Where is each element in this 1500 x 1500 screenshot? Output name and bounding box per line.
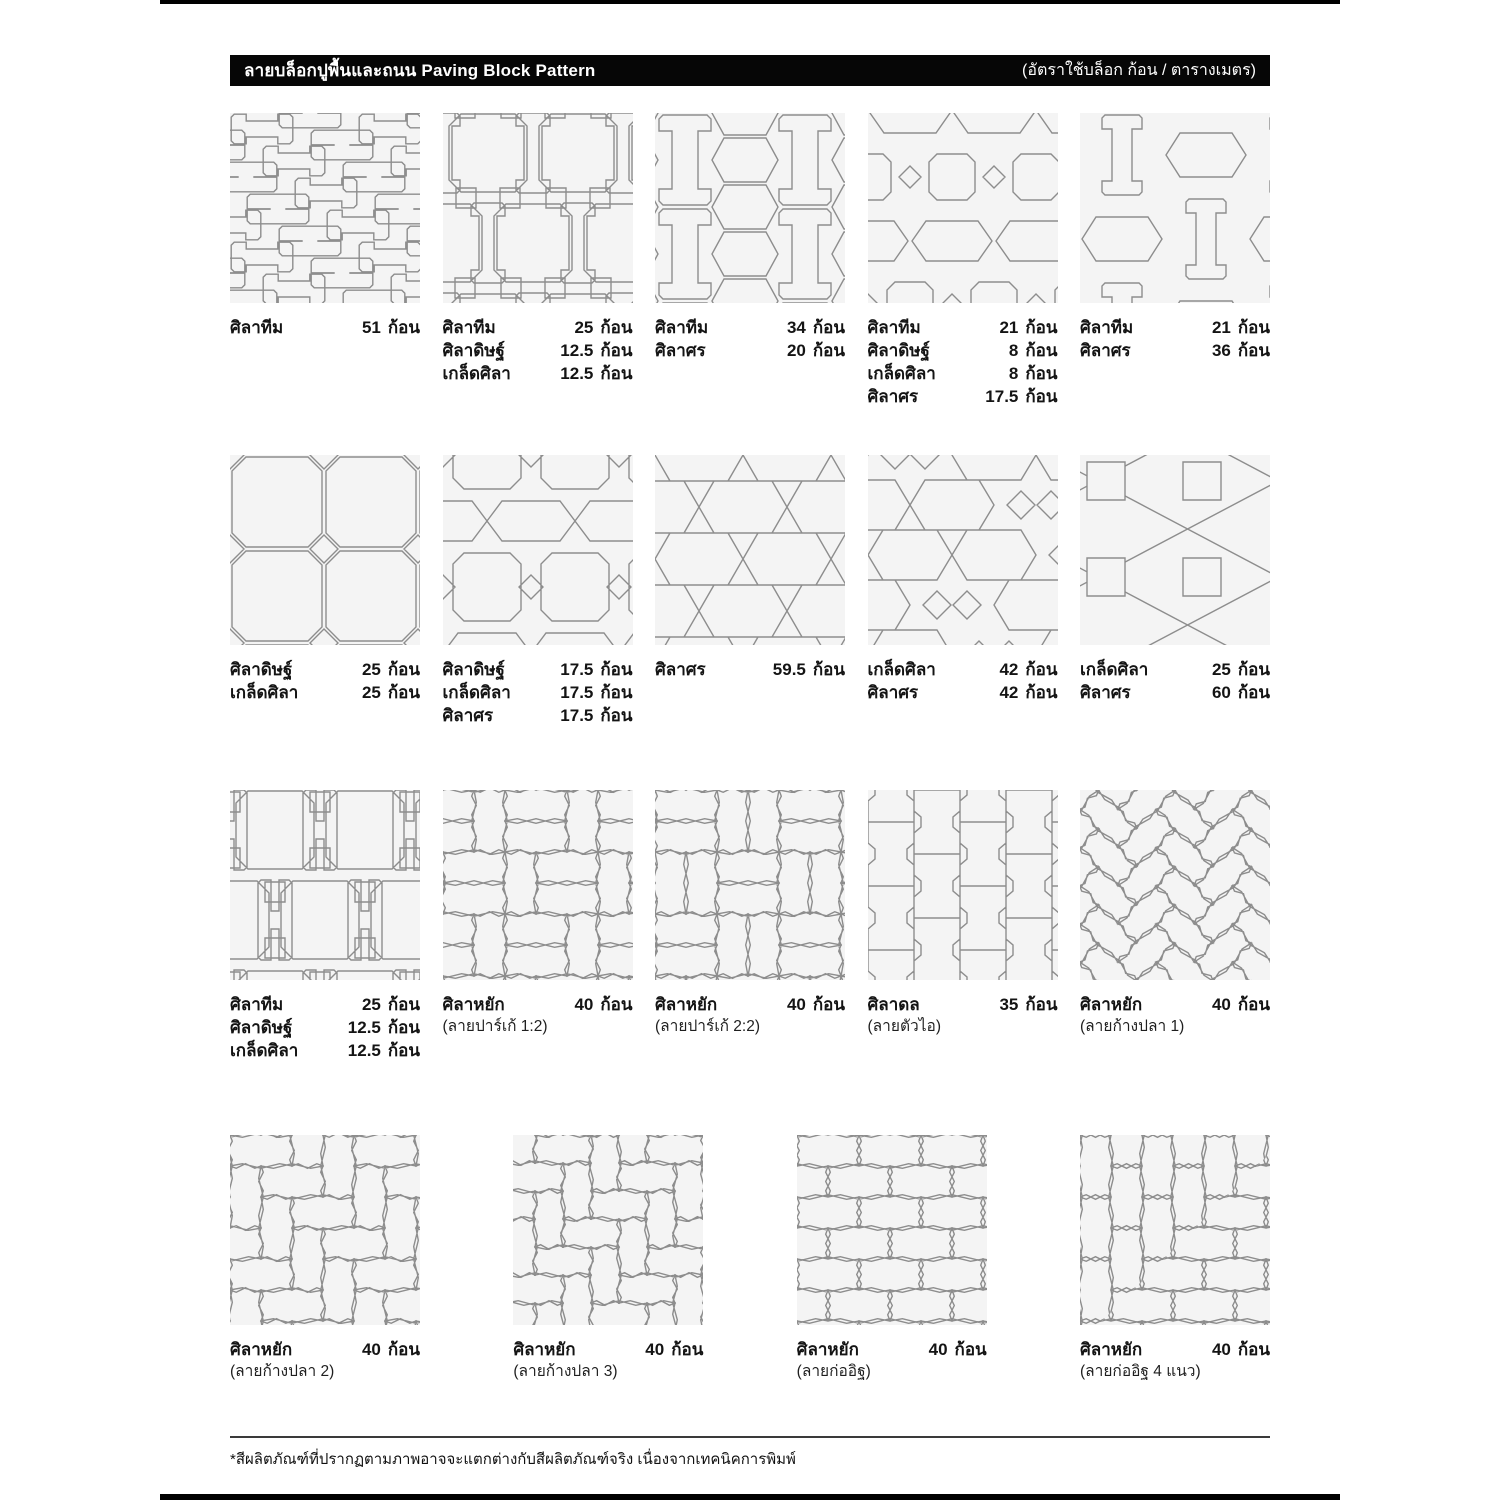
block-name: ศิลาหยัก — [655, 995, 718, 1014]
quantity-unit: ก้อน — [387, 318, 420, 337]
block-quantity — [985, 385, 1057, 408]
block-quantity — [645, 1338, 703, 1361]
block-name: ศิลาหยัก — [796, 1340, 859, 1359]
pattern-usage-line — [868, 993, 1058, 1016]
quantity-value: 25 — [1211, 660, 1231, 679]
quantity-value: 40 — [1211, 1340, 1231, 1359]
quantity-unit: ก้อน — [1237, 318, 1270, 337]
block-name: ศิลาศร — [867, 387, 919, 406]
block-name: ศิลาหยัก — [230, 1340, 293, 1359]
block-name: เกล็ดศิลา — [442, 683, 511, 702]
quantity-unit: ก้อน — [600, 318, 633, 337]
block-name: ศิลาศร — [655, 341, 706, 360]
pattern-note: (ลายก้างปลา 2) — [230, 1363, 335, 1380]
pattern-swatch-i-herringbone — [230, 113, 420, 303]
block-quantity — [1212, 1338, 1270, 1361]
quantity-unit: ก้อน — [387, 1018, 420, 1037]
pattern-card — [513, 1135, 703, 1383]
block-name: ศิลาศร — [867, 683, 919, 702]
block-quantity — [787, 316, 845, 339]
block-quantity — [574, 316, 632, 339]
pattern-usage-line — [1080, 658, 1270, 681]
quantity-value: 36 — [1211, 341, 1231, 360]
quantity-unit: ก้อน — [387, 1340, 420, 1359]
quantity-unit: ก้อน — [954, 1340, 987, 1359]
block-name: ศิลาหยัก — [513, 1340, 576, 1359]
block-name: เกล็ดศิลา — [230, 683, 299, 702]
pattern-usage-line — [868, 316, 1058, 339]
pattern-row-2 — [230, 455, 1270, 727]
block-quantity — [1212, 339, 1270, 362]
pattern-card — [230, 113, 420, 408]
pattern-usage-line — [655, 316, 845, 339]
pattern-row-1 — [230, 113, 1270, 408]
pattern-usage-line — [443, 681, 633, 704]
pattern-usage-line — [443, 339, 633, 362]
quantity-unit: ก้อน — [812, 995, 845, 1014]
quantity-value: 12.5 — [347, 1018, 381, 1037]
quantity-unit: ก้อน — [1025, 995, 1058, 1014]
pattern-usage-line — [443, 704, 633, 727]
pattern-usage-line — [868, 339, 1058, 362]
block-quantity — [348, 1039, 420, 1062]
quantity-unit: ก้อน — [1025, 683, 1058, 702]
quantity-unit: ก้อน — [600, 706, 633, 725]
pattern-labels — [655, 316, 845, 362]
quantity-unit: ก้อน — [387, 1041, 420, 1060]
pattern-usage-line — [230, 993, 420, 1016]
quantity-value: 59.5 — [772, 660, 806, 679]
pattern-swatch-wavy-running — [797, 1135, 987, 1325]
pattern-labels — [230, 658, 420, 704]
block-name: ศิลาศร — [1080, 341, 1131, 360]
block-name: ศิลาทีม — [867, 318, 921, 337]
block-quantity — [574, 993, 632, 1016]
pattern-swatch-hex-diamond — [868, 455, 1058, 645]
quantity-unit: ก้อน — [812, 318, 845, 337]
pattern-usage-line — [655, 339, 845, 362]
block-quantity — [560, 339, 632, 362]
quantity-value: 40 — [786, 995, 806, 1014]
pattern-labels — [230, 993, 420, 1062]
quantity-value: 35 — [999, 995, 1019, 1014]
block-name: ศิลาศร — [1080, 683, 1131, 702]
pattern-usage-line — [230, 1039, 420, 1062]
pattern-labels — [797, 1338, 987, 1383]
block-name: ศิลาดิษฐ์ — [442, 341, 505, 360]
pattern-card — [1080, 455, 1270, 727]
block-quantity — [362, 316, 420, 339]
section-header-bar — [230, 55, 1270, 86]
block-quantity — [348, 1016, 420, 1039]
pattern-usage-line — [1080, 1338, 1270, 1361]
quantity-unit: ก้อน — [600, 364, 633, 383]
quantity-value: 60 — [1211, 683, 1231, 702]
block-name: ศิลาทีม — [230, 318, 284, 337]
block-quantity — [560, 658, 632, 681]
pattern-labels — [1080, 1338, 1270, 1383]
block-name: ศิลาทีม — [442, 318, 496, 337]
quantity-value: 42 — [999, 683, 1019, 702]
pattern-usage-line — [230, 681, 420, 704]
pattern-row-4 — [230, 1135, 1270, 1383]
block-name: ศิลาทีม — [230, 995, 284, 1014]
block-quantity — [999, 658, 1057, 681]
quantity-value: 40 — [574, 995, 594, 1014]
pattern-swatch-oct-hex-rows — [443, 455, 633, 645]
pattern-swatch-octagon-square — [230, 455, 420, 645]
pattern-swatch-i-columns — [868, 790, 1058, 980]
quantity-value: 34 — [786, 318, 806, 337]
quantity-unit: ก้อน — [1025, 364, 1058, 383]
pattern-labels — [868, 316, 1058, 408]
pattern-swatch-i-col-hex — [655, 113, 845, 303]
block-quantity — [1009, 339, 1058, 362]
pattern-usage-line — [868, 362, 1058, 385]
quantity-value: 21 — [999, 318, 1019, 337]
block-quantity — [999, 993, 1057, 1016]
block-quantity — [999, 316, 1057, 339]
pattern-usage-line — [230, 1338, 420, 1361]
block-name: ศิลาหยัก — [1080, 995, 1143, 1014]
quantity-unit: ก้อน — [1237, 341, 1270, 360]
page-edge-top — [160, 0, 1340, 4]
block-name: ศิลาหยัก — [442, 995, 505, 1014]
quantity-unit: ก้อน — [1025, 341, 1058, 360]
quantity-value: 21 — [1211, 318, 1231, 337]
quantity-unit: ก้อน — [387, 660, 420, 679]
page-edge-bottom — [160, 1494, 1340, 1500]
pattern-usage-line — [797, 1338, 987, 1361]
pattern-usage-line — [513, 1338, 703, 1361]
pattern-swatch-wavy-running-4 — [1080, 1135, 1270, 1325]
quantity-value: 20 — [786, 341, 806, 360]
block-name: ศิลาทีม — [655, 318, 709, 337]
pattern-card — [655, 455, 845, 727]
pattern-usage-line — [1080, 316, 1270, 339]
pattern-usage-line — [230, 316, 420, 339]
block-quantity — [1212, 658, 1270, 681]
pattern-swatch-square-diagonal — [1080, 455, 1270, 645]
quantity-value: 8 — [1008, 341, 1019, 360]
block-name: ศิลาศร — [655, 660, 706, 679]
block-quantity — [362, 681, 420, 704]
quantity-value: 8 — [1008, 364, 1019, 383]
pattern-note: (ลายก่ออิฐ) — [796, 1363, 871, 1380]
pattern-swatch-oct-hex-mix — [868, 113, 1058, 303]
pattern-swatch-i-hex-checker — [1080, 113, 1270, 303]
quantity-unit: ก้อน — [812, 660, 845, 679]
block-name: เกล็ดศิลา — [867, 364, 936, 383]
block-name: เกล็ดศิลา — [230, 1041, 299, 1060]
pattern-card — [655, 790, 845, 1062]
pattern-card — [868, 113, 1058, 408]
quantity-value: 42 — [999, 660, 1019, 679]
block-quantity — [560, 704, 632, 727]
pattern-card — [443, 790, 633, 1062]
pattern-note: (ลายก้างปลา 1) — [1080, 1018, 1185, 1035]
pattern-labels — [443, 658, 633, 727]
quantity-value: 40 — [645, 1340, 665, 1359]
pattern-card — [1080, 1135, 1270, 1383]
pattern-labels — [1080, 993, 1270, 1038]
quantity-unit: ก้อน — [1025, 318, 1058, 337]
block-quantity — [560, 362, 632, 385]
quantity-unit: ก้อน — [1237, 995, 1270, 1014]
pattern-note: (ลายปาร์เก้ 2:2) — [655, 1018, 761, 1035]
quantity-unit: ก้อน — [671, 1340, 704, 1359]
quantity-unit: ก้อน — [1025, 387, 1058, 406]
quantity-value: 40 — [928, 1340, 948, 1359]
quantity-unit: ก้อน — [600, 683, 633, 702]
block-quantity — [1212, 993, 1270, 1016]
pattern-usage-line — [868, 681, 1058, 704]
quantity-unit: ก้อน — [600, 341, 633, 360]
block-quantity — [1212, 681, 1270, 704]
pattern-swatch-wavy-herr-2 — [230, 1135, 420, 1325]
block-name: เกล็ดศิลา — [1080, 660, 1149, 679]
block-quantity — [1212, 316, 1270, 339]
block-quantity — [787, 993, 845, 1016]
quantity-unit: ก้อน — [600, 995, 633, 1014]
pattern-swatch-oct-square-i — [443, 113, 633, 303]
pattern-labels — [868, 993, 1058, 1038]
quantity-value: 12.5 — [347, 1041, 381, 1060]
pattern-labels — [1080, 658, 1270, 704]
usage-rate-label: (อัตราใช้บล็อก ก้อน / ตารางเมตร) — [1022, 62, 1256, 79]
quantity-value: 40 — [1211, 995, 1231, 1014]
block-name: ศิลาดล — [867, 995, 920, 1014]
pattern-usage-line — [443, 993, 633, 1016]
pattern-card — [230, 790, 420, 1062]
block-name: เกล็ดศิลา — [442, 364, 511, 383]
block-name: ศิลาดิษฐ์ — [442, 660, 505, 679]
quantity-unit: ก้อน — [1237, 683, 1270, 702]
pattern-usage-line — [1080, 993, 1270, 1016]
pattern-card — [230, 1135, 420, 1383]
pattern-usage-line — [1080, 339, 1270, 362]
block-quantity — [362, 993, 420, 1016]
pattern-usage-line — [230, 1016, 420, 1039]
pattern-swatch-hexagons — [655, 455, 845, 645]
pattern-usage-line — [868, 658, 1058, 681]
pattern-labels — [655, 993, 845, 1038]
pattern-card — [230, 455, 420, 727]
block-quantity — [929, 1338, 987, 1361]
quantity-value: 17.5 — [560, 660, 594, 679]
quantity-value: 12.5 — [560, 341, 594, 360]
quantity-unit: ก้อน — [812, 341, 845, 360]
pattern-usage-line — [868, 385, 1058, 408]
pattern-usage-line — [443, 316, 633, 339]
pattern-swatch-wavy-basket-22 — [655, 790, 845, 980]
block-name: ศิลาหยัก — [1079, 1340, 1143, 1359]
pattern-usage-line — [1080, 681, 1270, 704]
pattern-usage-line — [655, 993, 845, 1016]
footer-divider — [230, 1436, 1270, 1438]
pattern-usage-line — [230, 658, 420, 681]
pattern-card — [655, 113, 845, 408]
block-quantity — [1009, 362, 1058, 385]
block-quantity — [773, 658, 845, 681]
block-quantity — [560, 681, 632, 704]
quantity-value: 25 — [361, 995, 381, 1014]
block-quantity — [362, 1338, 420, 1361]
pattern-card — [443, 455, 633, 727]
quantity-unit: ก้อน — [387, 683, 420, 702]
pattern-usage-line — [443, 362, 633, 385]
pattern-swatch-oct-square-i2 — [230, 790, 420, 980]
pattern-usage-line — [443, 658, 633, 681]
pattern-note: (ลายก่ออิฐ 4 แนว) — [1079, 1363, 1201, 1380]
pattern-labels — [230, 1338, 420, 1383]
quantity-value: 40 — [361, 1340, 381, 1359]
quantity-value: 17.5 — [560, 706, 594, 725]
quantity-value: 25 — [361, 683, 381, 702]
pattern-note: (ลายก้างปลา 3) — [513, 1363, 618, 1380]
quantity-unit: ก้อน — [1025, 660, 1058, 679]
pattern-card — [1080, 790, 1270, 1062]
pattern-usage-line — [655, 658, 845, 681]
pattern-card — [868, 790, 1058, 1062]
quantity-value: 25 — [574, 318, 594, 337]
quantity-value: 17.5 — [985, 387, 1019, 406]
pattern-labels — [1080, 316, 1270, 362]
block-quantity — [787, 339, 845, 362]
pattern-labels — [513, 1338, 703, 1383]
pattern-labels — [443, 993, 633, 1038]
pattern-swatch-wavy-basket-12 — [443, 790, 633, 980]
quantity-unit: ก้อน — [600, 660, 633, 679]
pattern-card — [443, 113, 633, 408]
block-quantity — [999, 681, 1057, 704]
pattern-swatch-wavy-herr-3 — [513, 1135, 703, 1325]
block-name: ศิลาทีม — [1080, 318, 1134, 337]
pattern-labels — [655, 658, 845, 681]
block-name: ศิลาดิษฐ์ — [230, 1018, 293, 1037]
quantity-value: 25 — [361, 660, 381, 679]
pattern-labels — [443, 316, 633, 385]
pattern-swatch-wavy-herr-diag — [1080, 790, 1270, 980]
block-name: ศิลาศร — [442, 706, 494, 725]
footer-disclaimer: *สีผลิตภัณฑ์ที่ปรากฏตามภาพอาจจะแตกต่างกับสีผลิตภัณฑ์จริง เนื่องจากเทคนิคการพิมพ์ — [230, 1451, 796, 1468]
block-name: ศิลาดิษฐ์ — [230, 660, 293, 679]
block-name: เกล็ดศิลา — [867, 660, 936, 679]
pattern-card — [868, 455, 1058, 727]
pattern-card — [797, 1135, 987, 1383]
quantity-value: 12.5 — [560, 364, 594, 383]
pattern-card — [1080, 113, 1270, 408]
quantity-unit: ก้อน — [387, 995, 420, 1014]
quantity-unit: ก้อน — [1237, 660, 1270, 679]
pattern-labels — [230, 316, 420, 339]
pattern-labels — [868, 658, 1058, 704]
pattern-note: (ลายปาร์เก้ 1:2) — [442, 1018, 548, 1035]
block-name: ศิลาดิษฐ์ — [867, 341, 930, 360]
quantity-unit: ก้อน — [1237, 1340, 1270, 1359]
block-quantity — [362, 658, 420, 681]
quantity-value: 17.5 — [560, 683, 594, 702]
pattern-note: (ลายตัวไอ) — [867, 1018, 941, 1035]
quantity-value: 51 — [361, 318, 381, 337]
pattern-row-3 — [230, 790, 1270, 1062]
section-title: ลายบล็อกปูพื้นและถนน Paving Block Pattern — [244, 61, 596, 80]
